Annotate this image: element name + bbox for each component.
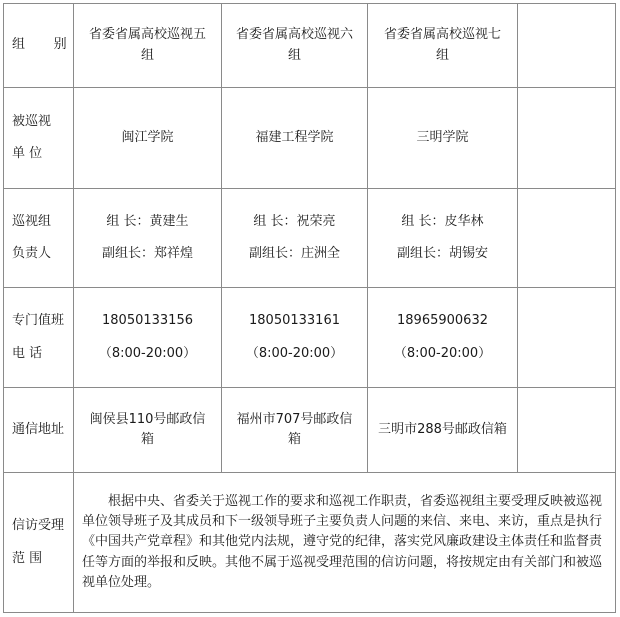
group-5-address-line2: 箱 [140,432,154,447]
group-6-leaders [222,189,368,288]
label-phone-line2: 电 话 [12,345,43,361]
group-7-unit: 三明学院 [368,88,518,189]
label-group [4,4,74,88]
group-6-phone-number: 18050133161 [249,313,340,329]
row-group [4,4,616,88]
label-leader [4,189,74,288]
group-7-deputy: 副组长：胡锡安 [396,246,488,261]
group-5-leader: 组 长：黄建生 [106,213,189,229]
label-target-line1: 被巡视 [12,113,52,129]
label-target [4,88,74,189]
group-5-phone-hours: （8:00-20:00） [98,345,197,361]
group-7-phone-hours: （8:00-20:00） [393,345,492,361]
label-scope-line2: 范 围 [12,550,43,566]
group-7-name-line2: 组 [435,47,449,63]
empty-cell [518,4,616,88]
group-7-leaders [368,189,518,288]
row-address [4,388,616,473]
empty-cell [518,189,616,288]
group-7-leader: 组 长：皮华林 [401,213,484,229]
group-5-name [74,4,222,88]
group-5-phone [74,288,222,388]
label-leader-line2: 负责人 [12,246,52,261]
group-6-leader: 组 长：祝荣亮 [253,213,336,229]
group-6-address-line1: 福州市707号邮政信 [236,411,353,427]
label-phone [4,288,74,388]
group-5-address-line1: 闽侯县110号邮政信 [89,411,206,427]
empty-cell [518,388,616,473]
group-6-address [222,388,368,473]
inspection-info-table [3,3,616,613]
group-7-phone [368,288,518,388]
label-scope [4,473,74,613]
group-7-phone-number: 18965900632 [397,313,488,329]
group-6-phone [222,288,368,388]
scope-text: 根据中央、省委关于巡视工作的要求和巡视工作职责，省委巡视组主要受理反映被巡视单位领导班子及其成员和下一级领导班子主要负责人问题的来信、来电、来访，重点是执行《中国共产党章程》和其他党内法规，遵守党的纪律，落实党风廉政建设主体责任和监督责任等方面的举报和反映。其他不属于巡视受理范围的信访问题，将按规定由有关部门和被巡视单位处理。 [74,473,616,613]
label-leader-line1: 巡视组 [12,213,52,229]
row-phone [4,288,616,388]
row-target [4,88,616,189]
label-scope-line1: 信访受理 [12,518,65,534]
group-6-name-line2: 组 [287,47,301,63]
group-6-deputy: 副组长：庄洲全 [248,246,340,261]
group-5-name-line2: 组 [140,47,154,63]
group-5-deputy: 副组长：郑祥煌 [101,246,193,261]
group-5-unit: 闽江学院 [74,88,222,189]
group-7-name [368,4,518,88]
empty-cell [518,288,616,388]
group-5-address [74,388,222,473]
group-5-leaders [74,189,222,288]
label-group-part1: 组 [12,37,26,53]
group-7-address [368,388,518,473]
group-5-name-line1: 省委省属高校巡视五 [88,27,206,43]
label-target-line2: 单 位 [12,146,43,161]
group-7-address-line1: 三明市288号邮政信箱 [378,421,507,437]
label-phone-line1: 专门值班 [12,313,65,329]
row-leader [4,189,616,288]
empty-cell [518,88,616,189]
label-group-part2: 别 [53,37,67,53]
group-6-unit: 福建工程学院 [222,88,368,189]
label-address: 通信地址 [4,388,74,473]
group-6-phone-hours: （8:00-20:00） [245,345,344,361]
group-6-name-line1: 省委省属高校巡视六 [235,27,353,43]
group-6-name [222,4,368,88]
group-6-address-line2: 箱 [287,432,301,447]
group-5-phone-number: 18050133156 [102,313,193,329]
row-scope [4,473,616,613]
group-7-name-line1: 省委省属高校巡视七 [383,27,501,43]
